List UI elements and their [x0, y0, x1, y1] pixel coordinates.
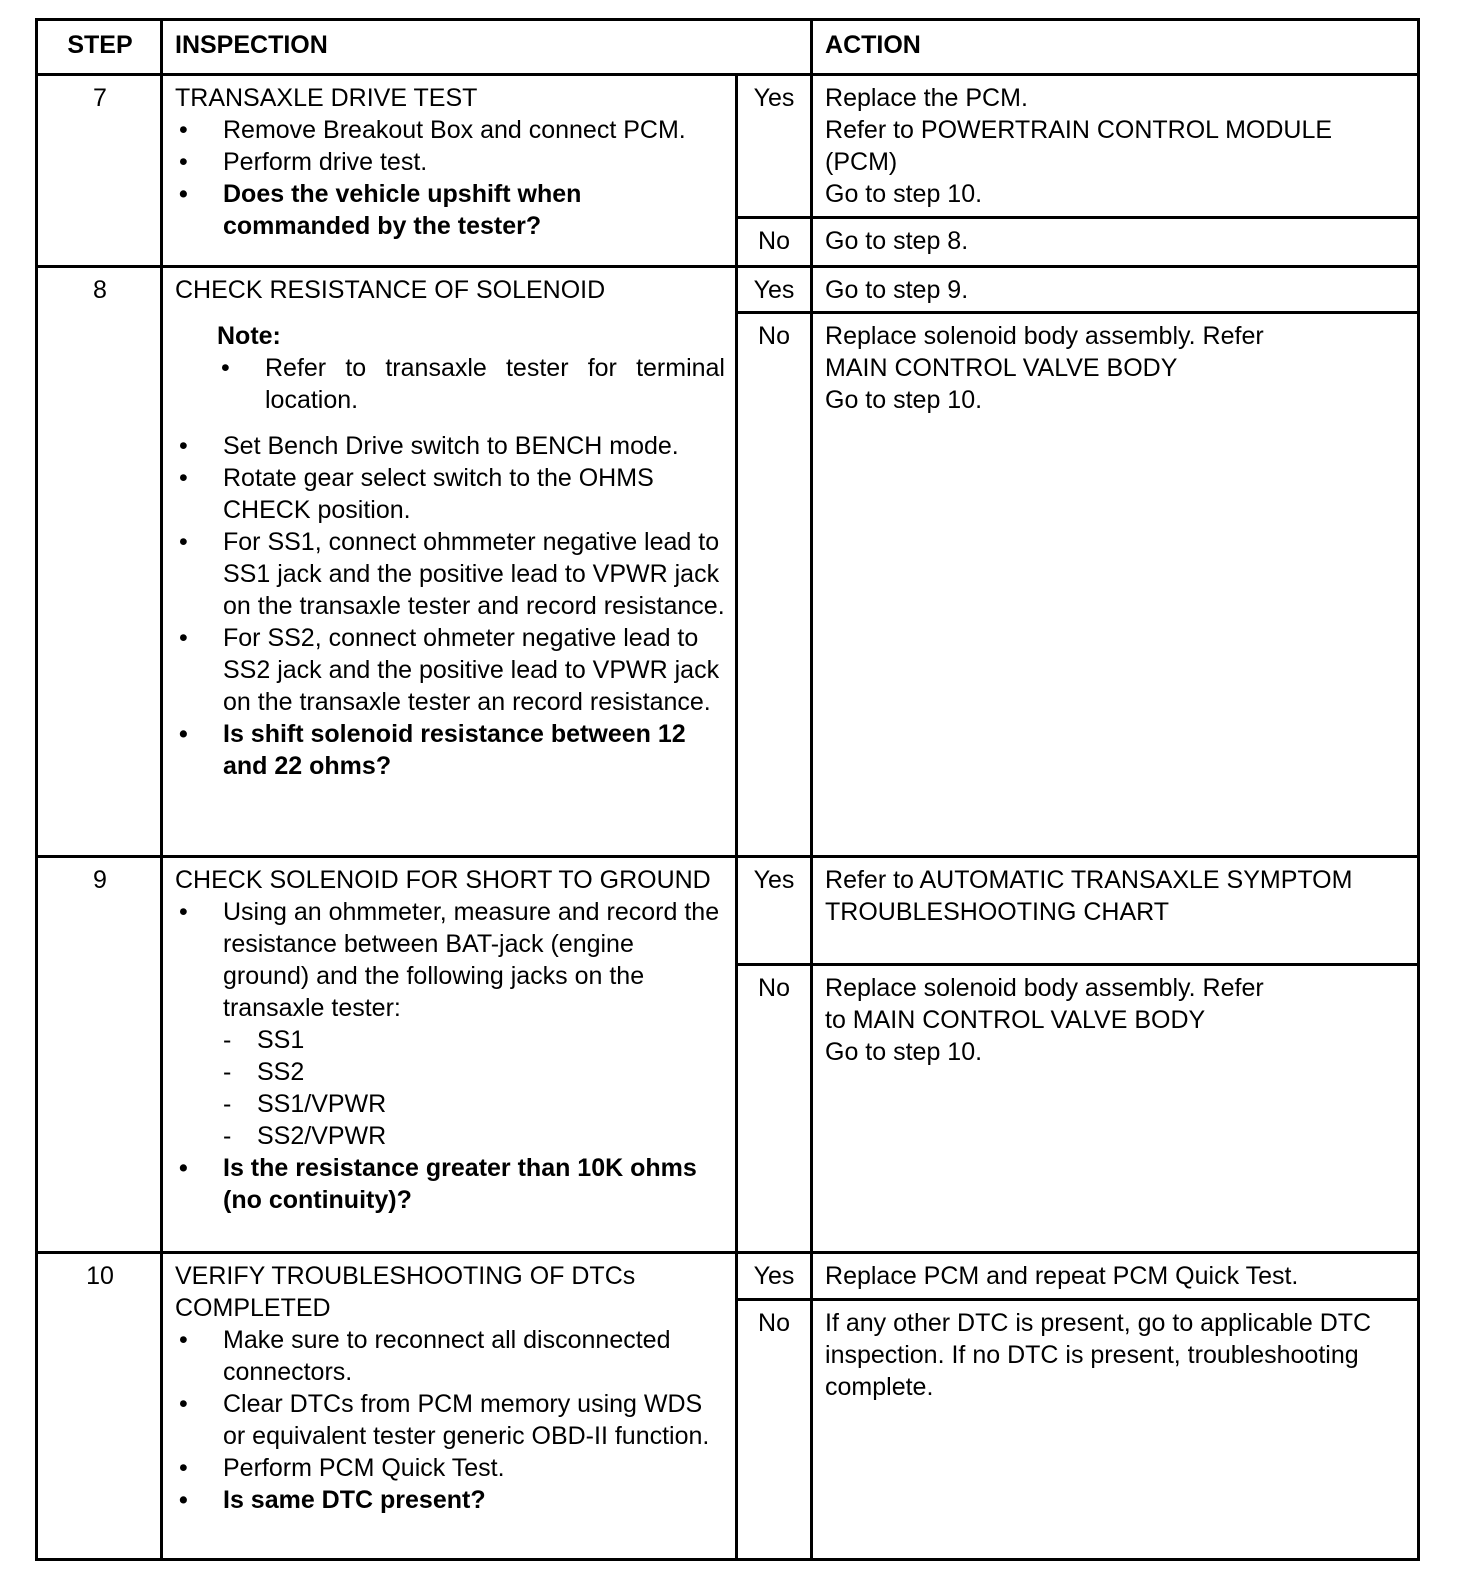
inspection-title: VERIFY TROUBLESHOOTING OF DTCs COMPLETED: [175, 1262, 636, 1322]
sub-item-label: SS2/VPWR: [257, 1122, 387, 1150]
action-line: Refer to AUTOMATIC TRANSAXLE SYMPTOM TROUBLESHOOTING CHART: [825, 866, 1353, 926]
list-item: • For SS2, connect ohmeter negative lead to SS2 jack and the positive lead to VPWR jack on the transaxle tester an record resistance.: [175, 622, 725, 718]
list-item: • Is shift solenoid resistance between 12 and 22 ohms?: [175, 718, 725, 782]
action-line: Go to step 10.: [825, 180, 983, 208]
yes-action: [812, 1253, 1419, 1300]
sub-item: [175, 1088, 725, 1120]
dash: -: [223, 1058, 232, 1086]
step-number: 10: [37, 1253, 162, 1560]
action-line: Replace solenoid body assembly. Refer: [825, 974, 1264, 1002]
list-item: • For SS1, connect ohmmeter negative lead to SS1 jack and the positive lead to VPWR jack on the transaxle tester and record resistance.: [175, 526, 725, 622]
sub-item-label: SS2: [257, 1058, 305, 1086]
action-line: If any other DTC is present, go to applicable DTC inspection. If no DTC is present, troubleshooting complete.: [825, 1309, 1372, 1401]
list-item: • Does the vehicle upshift when commanded by the tester?: [175, 178, 725, 242]
header-row: [37, 20, 1419, 75]
sub-item: [175, 1024, 725, 1056]
action-line: Replace the PCM.: [825, 84, 1028, 112]
action-line: MAIN CONTROL VALVE BODY: [825, 354, 1178, 382]
list-item: • Set Bench Drive switch to BENCH mode.: [175, 430, 725, 462]
note: [175, 320, 725, 416]
step-number: 9: [37, 857, 162, 1253]
header-inspection: INSPECTION: [162, 20, 812, 75]
list-item: • Clear DTCs from PCM memory using WDS or equivalent tester generic OBD-II function.: [175, 1388, 725, 1452]
dash: -: [223, 1026, 232, 1054]
inspection-title: CHECK RESISTANCE OF SOLENOID: [175, 276, 606, 304]
step-number: 7: [37, 75, 162, 267]
action-line: Go to step 8.: [825, 227, 969, 255]
inspection-cell: [162, 267, 737, 857]
inspection-cell: [162, 75, 737, 267]
table-row: [37, 857, 1419, 965]
yes-action: [812, 75, 1419, 218]
no-label: No: [737, 1300, 812, 1560]
no-label: No: [737, 965, 812, 1253]
header-step: STEP: [37, 20, 162, 75]
dash: -: [223, 1122, 232, 1150]
list-item: • Using an ohmmeter, measure and record the resistance between BAT-jack (engine ground) and the following jacks on the transaxle tester:: [175, 896, 725, 1024]
step-number: 8: [37, 267, 162, 857]
list-item: • Remove Breakout Box and connect PCM.: [175, 114, 725, 146]
sub-item: [175, 1056, 725, 1088]
no-action: [812, 313, 1419, 857]
action-line: Go to step 9.: [825, 276, 969, 304]
inspection-cell: [162, 857, 737, 1253]
note-label: Note:: [217, 322, 281, 350]
no-label: No: [737, 218, 812, 267]
action-line: to MAIN CONTROL VALVE BODY: [825, 1006, 1206, 1034]
yes-action: [812, 857, 1419, 965]
inspection-title: TRANSAXLE DRIVE TEST: [175, 84, 478, 112]
yes-action: [812, 267, 1419, 313]
list-item: • Refer to transaxle tester for terminal location.: [217, 352, 725, 416]
list-item: • Perform PCM Quick Test.: [175, 1452, 725, 1484]
sub-item-label: SS1/VPWR: [257, 1090, 387, 1118]
list-item: • Perform drive test.: [175, 146, 725, 178]
no-action: [812, 1300, 1419, 1560]
action-line: Replace solenoid body assembly. Refer: [825, 322, 1264, 350]
header-action: ACTION: [812, 20, 1419, 75]
sub-item: [175, 1120, 725, 1152]
no-label: No: [737, 313, 812, 857]
list-item: • Make sure to reconnect all disconnected connectors.: [175, 1324, 725, 1388]
yes-label: Yes: [737, 267, 812, 313]
action-line: Replace PCM and repeat PCM Quick Test.: [825, 1262, 1299, 1290]
dash: -: [223, 1090, 232, 1118]
no-action: [812, 965, 1419, 1253]
action-line: Go to step 10.: [825, 386, 983, 414]
action-line: Refer to POWERTRAIN CONTROL MODULE (PCM): [825, 116, 1333, 176]
yes-label: Yes: [737, 857, 812, 965]
list-item: • Is same DTC present?: [175, 1484, 725, 1516]
inspection-cell: [162, 1253, 737, 1560]
list-item: • Is the resistance greater than 10K ohms (no continuity)?: [175, 1152, 725, 1216]
table-row: [37, 1253, 1419, 1300]
table-row: [37, 267, 1419, 313]
yes-label: Yes: [737, 75, 812, 218]
no-action: [812, 218, 1419, 267]
inspection-title: CHECK SOLENOID FOR SHORT TO GROUND: [175, 866, 711, 894]
list-item: • Rotate gear select switch to the OHMS CHECK position.: [175, 462, 725, 526]
troubleshooting-table: [35, 18, 1420, 1561]
action-line: Go to step 10.: [825, 1038, 983, 1066]
table-row: [37, 75, 1419, 218]
yes-label: Yes: [737, 1253, 812, 1300]
sub-item-label: SS1: [257, 1026, 305, 1054]
